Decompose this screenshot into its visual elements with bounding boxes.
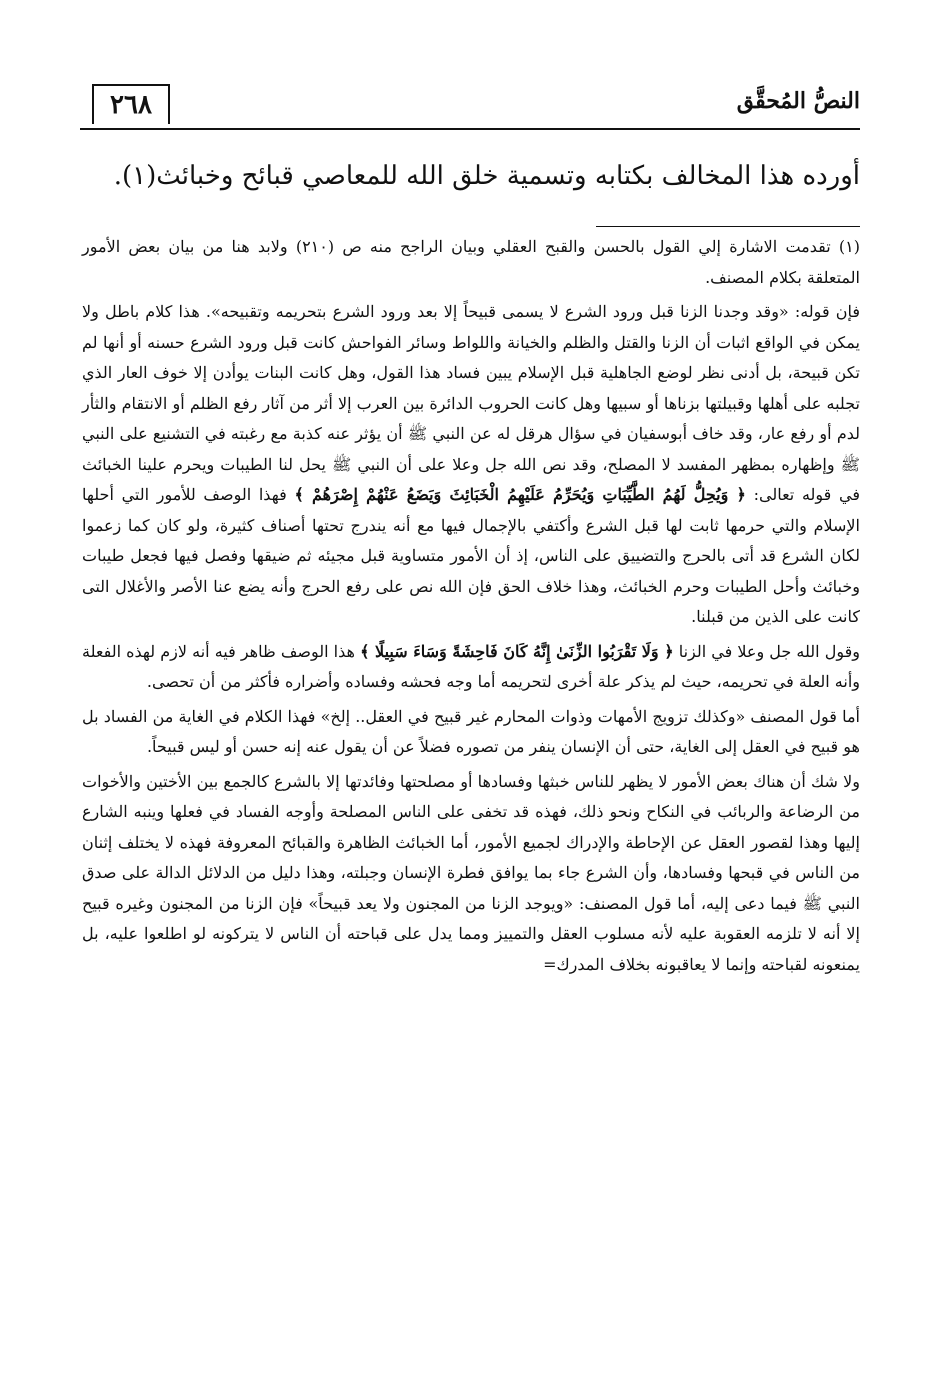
quran-verse: ﴿ وَلَا تَقْرَبُوا الزِّنَىٰ إِنَّهُ كَانَ فَاحِشَةً وَسَاءَ سَبِيلًا ﴾ bbox=[360, 641, 674, 661]
page-header bbox=[80, 82, 860, 130]
footnotes bbox=[82, 232, 860, 984]
footnote-separator bbox=[596, 226, 860, 227]
footnote-paragraph bbox=[82, 637, 860, 698]
footnote-text: هذا الوصف ظاهر فيه أنه لازم لهذه الفعلة وأنه العلة في تحريمه، حيث لم يذكر علة أخرى لتحريمه أما وجه فحشه وفساده وأضراره فأكثر من أن تحصى. bbox=[82, 641, 860, 691]
running-title: النصُّ المُحقَّق bbox=[736, 88, 860, 114]
quran-verse: ﴿ وَيُحِلُّ لَهُمُ الطَّيِّبَاتِ وَيُحَرِّمُ عَلَيْهِمُ الْخَبَائِثَ وَيَضَعُ عَنْهُمْ إِصْرَهُمْ ﴾ bbox=[294, 485, 746, 504]
footnote-paragraph: أما قول المصنف «وكذلك تزويج الأمهات وذوات المحارم غير قبيح في العقل.. إلخ» فهذا الكلام في الغاية من الفساد بل هو قبيح في العقل إلى الغاية، حتى أن الإنسان ينفر من تصوره فضلاً عن أن يقول عنه إنه حسن أو ليس قبيحاً. bbox=[82, 706, 860, 756]
footnote-text: فإن قوله: «وقد وجدنا الزنا قبل ورود الشرع لا يسمى قبيحاً إلا بعد ورود الشرع بتحريمه وتقبيحه». هذا كلام باطل ولا يمكن في الواقع اثبات أن الزنا والقتل والظلم والخيانة واللواط وسائر الفواحش كانت قبل ورود الشرع حسنه أو أنها لم تكن قبيحة، بل أدنى نظر لوضع الجاهلية قبل الإسلام يبين فساد هذا القول، وهل كانت البنات يوأدن إلا خوف العار الذي تجلبه على أهلها وقبيلتها بزناها أو سبيها وهل كانت الحروب الدائرة بين العرب إلا أثر من آثار رفع الظلم أو الانتقام والثأر لدم أو رفع عار، وقد خاف أبوسفيان في سؤال هرقل له عن النبي ﷺ أن يؤثر عنه كذبة مع رغبته في التشنيع على النبي ﷺ وإظهاره بمظهر المفسد لا المصلح، وقد نص الله جل وعلا على أن النبي ﷺ يحل لنا الطيبات ويحرم علينا الخبائث في قوله تعالى: bbox=[82, 302, 861, 504]
page-number: ٢٦٨ bbox=[92, 84, 170, 124]
footnote-paragraph: ولا شك أن هناك بعض الأمور لا يظهر للناس خبثها وفسادها أو مصلحتها وفائدتها إلا بالشرع كالجمع بين الأختين والأخوات من الرضاعة والربائب في النكاح ونحو ذلك، فهذه قد تخفى على الناس المصلحة وأوجه الفساد في فعلها وينبه الشارع إليها وهذا لقصور العقل عن الإحاطة والإدراك لجميع الأمور، أما الخبائث الظاهرة والقبائح المعروفة فهذه لا يختلف إثنان من الناس في قبحها وفسادها، وأن الشرع جاء بما يوافق فطرة الإنسان وجبلته، وهذا دليل من الدلائل الدالة على صدق النبي ﷺ فيما دعى إليه، أما قول المصنف: «ويوجد الزنا من المجنون ولا يعد قبيحاً» فإن الزنا من المجنون وغيره قبيح إلا أنه لا تلزمه العقوبة عليه لأنه مسلوب العقل والتمييز ومما يدل على قباحته أن الناس لا يتركونه لو اطلعوا عليه، بل يمنعونه لقباحته وإنما لا يعاقبونه بخلاف المدرك= bbox=[82, 771, 861, 974]
footnote-text: فهذا الوصف للأمور التي أحلها الإسلام والتي حرمها ثابت لها قبل الشرع وأكتفي بالإجمال فيها مع أنه يندرج تحتها أصناف كثيرة، ولو كان كما زعموا لكان الشرع قد أتى بالحرج والتضييق على الناس، إذ أن الأمور متساوية قبل مجيئه ثم ضيقها وفصل فيها فجعل طيبات وخبائث وأحل الطيبات وحرم الخبائث، وهذا خلاف الحق فإن الله نص على رفع الحرج وأنه يضع عنا الأصر والأغلال التى كانت على الذين من قبلنا. bbox=[82, 485, 860, 626]
footnote-text: وقول الله جل وعلا في الزنا bbox=[678, 641, 860, 661]
footnote-paragraph: (١) تقدمت الاشارة إلي القول بالحسن والقبح العقلي وبيان الراجح منه ص (٢١٠) ولابد هنا من بيان بعض الأمور المتعلقة بكلام المصنف. bbox=[82, 237, 860, 287]
footnote-paragraph bbox=[82, 297, 860, 633]
main-text: أورده هذا المخالف بكتابه وتسمية خلق الله للمعاصي قبائح وخبائث(١). bbox=[113, 161, 860, 191]
